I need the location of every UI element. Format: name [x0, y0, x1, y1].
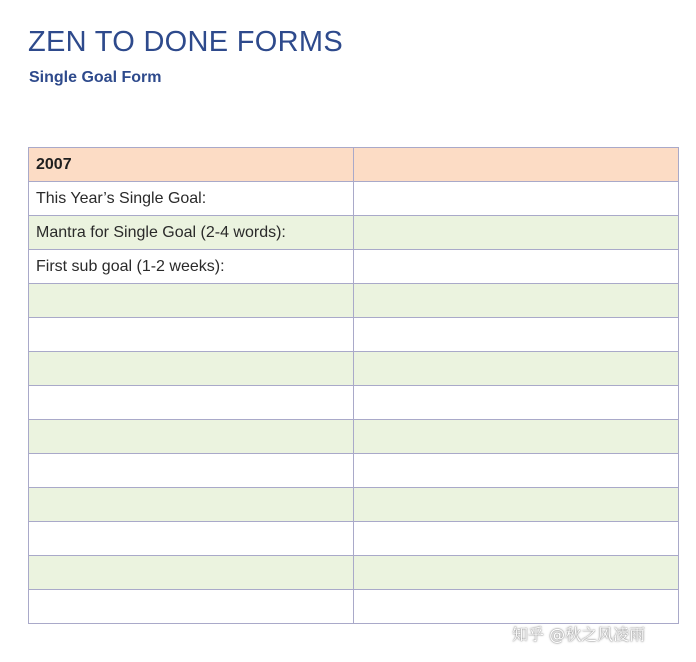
row-entry-cell[interactable]	[354, 386, 679, 420]
row-entry-cell[interactable]	[354, 420, 679, 454]
table-row	[29, 216, 679, 250]
table-row	[29, 250, 679, 284]
table-row	[29, 590, 679, 624]
row-entry-cell[interactable]	[354, 182, 679, 216]
table-row	[29, 522, 679, 556]
table-row	[29, 182, 679, 216]
row-label: Mantra for Single Goal (2-4 words):	[29, 216, 354, 250]
row-entry-cell[interactable]	[354, 488, 679, 522]
row-label: First sub goal (1-2 weeks):	[29, 250, 354, 284]
table-row	[29, 420, 679, 454]
table-row	[29, 284, 679, 318]
row-entry-cell[interactable]	[354, 250, 679, 284]
row-entry-cell[interactable]	[354, 318, 679, 352]
row-label[interactable]	[29, 522, 354, 556]
table-header-row	[29, 148, 679, 182]
table-row	[29, 454, 679, 488]
row-entry-cell[interactable]	[354, 556, 679, 590]
row-label[interactable]	[29, 454, 354, 488]
page-title: ZEN TO DONE FORMS	[28, 26, 343, 58]
single-goal-table	[28, 147, 679, 624]
row-label[interactable]	[29, 420, 354, 454]
row-label[interactable]	[29, 556, 354, 590]
watermark-text: 知乎 @秋之风凌雨	[512, 625, 646, 644]
row-label[interactable]	[29, 352, 354, 386]
table-row	[29, 556, 679, 590]
row-label: This Year’s Single Goal:	[29, 182, 354, 216]
row-entry-cell[interactable]	[354, 352, 679, 386]
row-entry-cell[interactable]	[354, 216, 679, 250]
row-entry-cell[interactable]	[354, 522, 679, 556]
row-entry-cell[interactable]	[354, 284, 679, 318]
row-label[interactable]	[29, 590, 354, 624]
row-label[interactable]	[29, 318, 354, 352]
table-row	[29, 386, 679, 420]
form-subtitle: Single Goal Form	[29, 69, 162, 86]
row-entry-cell[interactable]	[354, 590, 679, 624]
table-row	[29, 352, 679, 386]
row-entry-cell[interactable]	[354, 454, 679, 488]
table-row	[29, 488, 679, 522]
year-cell: 2007	[29, 148, 354, 182]
table-row	[29, 318, 679, 352]
header-value-cell[interactable]	[354, 148, 679, 182]
row-label[interactable]	[29, 386, 354, 420]
row-label[interactable]	[29, 488, 354, 522]
row-label[interactable]	[29, 284, 354, 318]
